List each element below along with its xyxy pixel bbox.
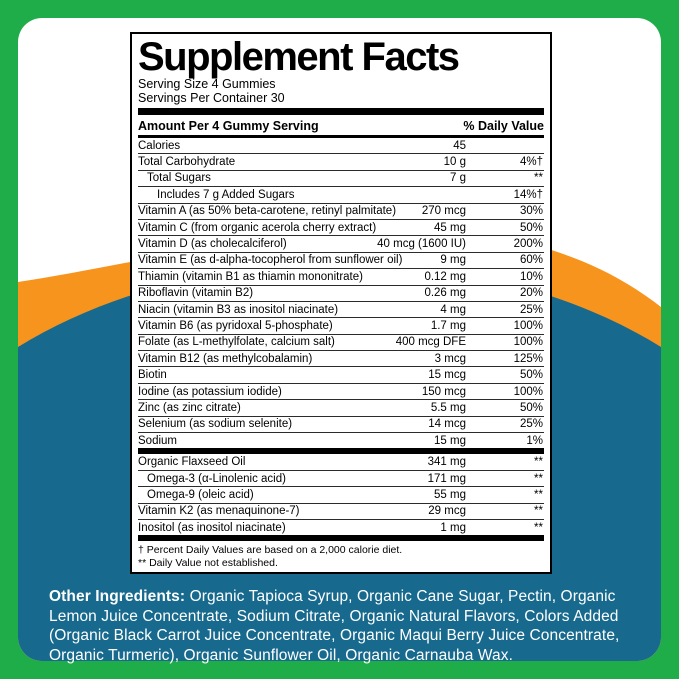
- table-row: [138, 138, 544, 154]
- nutrient-name: Vitamin C (from organic acerola cherry extract): [138, 221, 377, 234]
- other-ingredients: [49, 587, 633, 665]
- nutrient-name: Vitamin D (as cholecalciferol): [138, 238, 287, 251]
- nutrient-daily-value: 50%: [519, 401, 543, 414]
- nutrient-amount: 5.5 mg: [430, 401, 466, 414]
- nutrient-amount: 4 mg: [440, 303, 466, 316]
- servings-per-container: Servings Per Container 30: [138, 90, 285, 105]
- footnote-not-established: ** Daily Value not established.: [138, 556, 278, 569]
- nutrient-daily-value: **: [534, 172, 543, 185]
- nutrient-amount: 3 mcg: [434, 352, 466, 365]
- nutrient-daily-value: **: [534, 521, 543, 534]
- nutrient-name: Inositol (as inositol niacinate): [138, 521, 286, 534]
- nutrient-amount: 45: [453, 139, 466, 152]
- nutrient-amount: 10 g: [443, 156, 466, 169]
- nutrient-name: Vitamin B12 (as methylcobalamin): [138, 352, 313, 365]
- nutrient-daily-value: **: [534, 488, 543, 501]
- nutrient-name: Thiamin (vitamin B1 as thiamin mononitrate): [138, 270, 363, 283]
- nutrient-daily-value: 100%: [513, 385, 543, 398]
- nutrient-daily-value: 14%†: [513, 188, 543, 201]
- table-row: [138, 154, 544, 170]
- table-row: [138, 504, 544, 520]
- nutrient-daily-value: **: [534, 505, 543, 518]
- nutrient-daily-value: 30%: [519, 205, 543, 218]
- nutrient-name: Vitamin E (as d-alpha-tocopherol from sunflower oil): [138, 254, 403, 267]
- facts-rows: [138, 138, 544, 541]
- nutrient-daily-value: 20%: [519, 287, 543, 300]
- nutrient-daily-value: 125%: [513, 352, 543, 365]
- nutrient-daily-value: 10%: [519, 270, 543, 283]
- nutrient-amount: 150 mcg: [421, 385, 466, 398]
- nutrient-amount: 29 mcg: [428, 505, 466, 518]
- nutrient-name: Vitamin K2 (as menaquinone-7): [138, 505, 300, 518]
- nutrient-amount: 15 mg: [434, 434, 466, 447]
- table-row: [138, 487, 544, 503]
- table-row: [138, 302, 544, 318]
- facts-title: Supplement Facts: [138, 35, 459, 79]
- nutrient-name: Organic Flaxseed Oil: [138, 456, 246, 469]
- table-row: [138, 286, 544, 302]
- nutrient-name: Zinc (as zinc citrate): [138, 401, 241, 414]
- table-row: [138, 269, 544, 285]
- serving-size: Serving Size 4 Gummies: [138, 77, 276, 91]
- nutrient-name: Selenium (as sodium selenite): [138, 418, 293, 431]
- table-row: [138, 433, 544, 454]
- nutrient-amount: 1 mg: [440, 521, 466, 534]
- nutrient-amount: 40 mcg (1600 IU): [377, 238, 466, 251]
- nutrient-name: Omega-9 (oleic acid): [147, 488, 254, 501]
- footnotes: [138, 541, 544, 569]
- nutrient-amount: 9 mg: [440, 254, 466, 267]
- table-row: [138, 454, 544, 470]
- nutrient-name: Folate (as L-methylfolate, calcium salt): [138, 336, 335, 349]
- daily-value-column-header: % Daily Value: [463, 119, 544, 133]
- nutrient-amount: 171 mg: [427, 472, 466, 485]
- table-row: [138, 171, 544, 187]
- nutrient-daily-value: 1%: [526, 434, 543, 447]
- footnote-daily-values: † Percent Daily Values are based on a 2,000 calorie diet.: [138, 544, 403, 557]
- nutrient-amount: 341 mg: [427, 456, 466, 469]
- nutrient-daily-value: **: [534, 456, 543, 469]
- nutrient-name: Iodine (as potassium iodide): [138, 385, 282, 398]
- nutrient-daily-value: 100%: [513, 319, 543, 332]
- table-row: [138, 471, 544, 487]
- nutrient-amount: 45 mg: [434, 221, 466, 234]
- table-row: [138, 520, 544, 541]
- nutrient-amount: 55 mg: [434, 488, 466, 501]
- table-row: [138, 367, 544, 383]
- columns-header: [138, 115, 544, 138]
- nutrient-name: Niacin (vitamin B3 as inositol niacinate): [138, 303, 339, 316]
- nutrient-daily-value: 4%†: [519, 156, 543, 169]
- nutrient-amount: 400 mcg DFE: [395, 336, 466, 349]
- supplement-facts-panel: [130, 32, 552, 574]
- table-row: [138, 236, 544, 252]
- nutrient-amount: 7 g: [450, 172, 466, 185]
- nutrient-daily-value: 200%: [513, 238, 543, 251]
- amount-column-header: Amount Per 4 Gummy Serving: [138, 119, 319, 133]
- nutrient-daily-value: 60%: [519, 254, 543, 267]
- table-row: [138, 417, 544, 433]
- nutrient-amount: 1.7 mg: [430, 319, 466, 332]
- nutrient-daily-value: 100%: [513, 336, 543, 349]
- nutrient-name: Riboflavin (vitamin B2): [138, 287, 254, 300]
- nutrient-amount: 0.12 mg: [424, 270, 466, 283]
- table-row: [138, 253, 544, 269]
- other-ingredients-label: Other Ingredients:: [49, 588, 186, 605]
- table-row: [138, 384, 544, 400]
- table-row: [138, 400, 544, 416]
- nutrient-daily-value: 50%: [519, 221, 543, 234]
- nutrient-daily-value: **: [534, 472, 543, 485]
- nutrient-name: Biotin: [138, 369, 167, 382]
- table-row: [138, 187, 544, 203]
- nutrient-name: Includes 7 g Added Sugars: [157, 188, 295, 201]
- nutrient-name: Total Carbohydrate: [138, 156, 236, 169]
- nutrient-name: Total Sugars: [147, 172, 211, 185]
- nutrient-name: Vitamin A (as 50% beta-carotene, retinyl palmitate): [138, 205, 397, 218]
- nutrient-daily-value: 25%: [519, 418, 543, 431]
- nutrient-amount: 270 mcg: [421, 205, 466, 218]
- nutrient-daily-value: 50%: [519, 369, 543, 382]
- other-ingredients-text: Organic Tapioca Syrup, Organic Cane Sugar, Pectin, Organic Lemon Juice Concentrate, Sodium Citrate, Organic Natural Flavors, Colors Added (Organic Black Carrot Juice Concentrate, Organic Maqui Berry Juice Concentrate, Organic Turmeric), Organic Sunflower Oil, Organic Carnauba Wax.: [49, 588, 620, 664]
- table-row: [138, 204, 544, 220]
- nutrient-name: Sodium: [138, 434, 177, 447]
- nutrient-amount: 0.26 mg: [424, 287, 466, 300]
- nutrient-amount: 15 mcg: [428, 369, 466, 382]
- nutrient-amount: 14 mcg: [428, 418, 466, 431]
- nutrient-daily-value: 25%: [519, 303, 543, 316]
- table-row: [138, 335, 544, 351]
- divider-thick-top: [138, 108, 544, 115]
- nutrient-name: Omega-3 (α-Linolenic acid): [147, 472, 286, 485]
- table-row: [138, 351, 544, 367]
- nutrient-name: Vitamin B6 (as pyridoxal 5-phosphate): [138, 319, 333, 332]
- nutrient-name: Calories: [138, 139, 181, 152]
- table-row: [138, 220, 544, 236]
- table-row: [138, 318, 544, 334]
